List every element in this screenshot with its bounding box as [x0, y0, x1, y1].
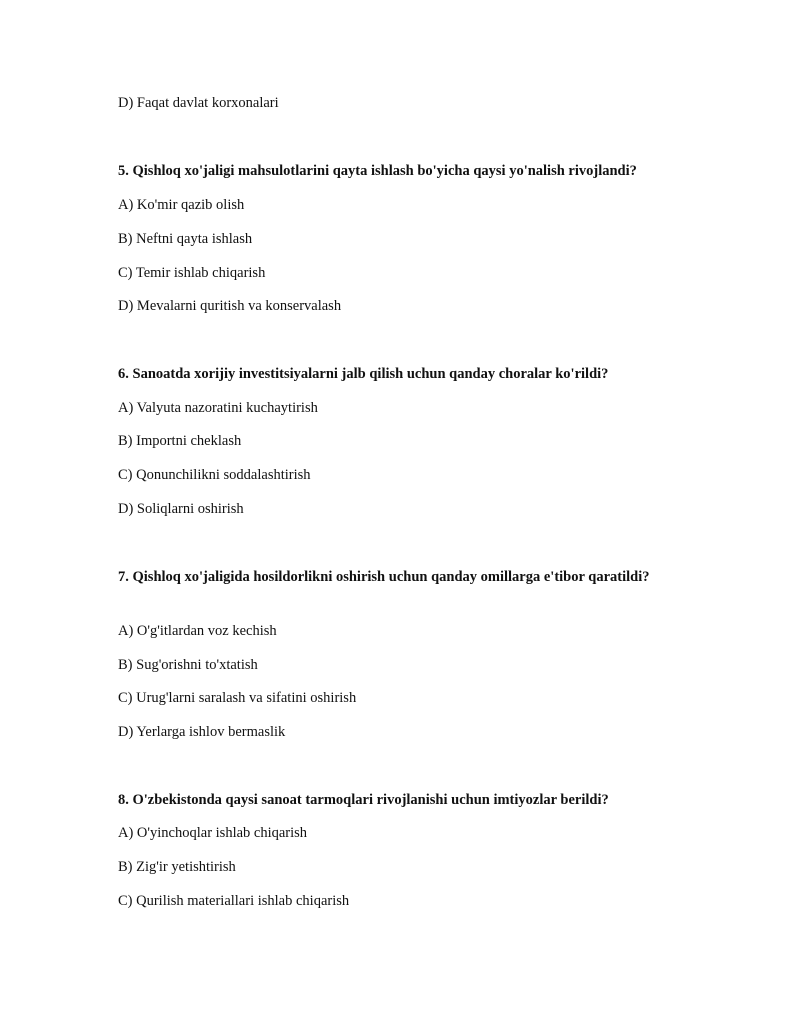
question-6-option-d: D) Soliqlarni oshirish: [118, 501, 244, 517]
question-7-option-b: B) Sug'orishni to'xtatish: [118, 657, 258, 673]
question-6-option-a: A) Valyuta nazoratini kuchaytirish: [118, 400, 318, 416]
option-d-previous: D) Faqat davlat korxonalari: [118, 95, 279, 111]
question-5-option-a: A) Ko'mir qazib olish: [118, 197, 245, 213]
question-7-option-c: C) Urug'larni saralash va sifatini oshirish: [118, 690, 357, 706]
question-8-option-a: A) O'yinchoqlar ishlab chiqarish: [118, 825, 308, 841]
question-5-option-b: B) Neftni qayta ishlash: [118, 231, 253, 247]
question-8: 8. O'zbekistonda qaysi sanoat tarmoqlari rivojlanishi uchun imtiyozlar berildi?: [118, 792, 609, 808]
question-8-option-c: C) Qurilish materiallari ishlab chiqarish: [118, 893, 350, 909]
question-7: 7. Qishloq xo'jaligida hosildorlikni oshirish uchun qanday omillarga e'tibor qaratildi?: [118, 569, 650, 585]
question-6-option-b: B) Importni cheklash: [118, 433, 242, 449]
question-7-option-a: A) O'g'itlardan voz kechish: [118, 623, 277, 639]
question-7-option-d: D) Yerlarga ishlov bermaslik: [118, 724, 286, 740]
question-6: 6. Sanoatda xorijiy investitsiyalarni jalb qilish uchun qanday choralar ko'rildi?: [118, 366, 609, 382]
question-5-option-c: C) Temir ishlab chiqarish: [118, 265, 266, 281]
question-8-option-b: B) Zig'ir yetishtirish: [118, 859, 236, 875]
question-5: 5. Qishloq xo'jaligi mahsulotlarini qayta ishlash bo'yicha qaysi yo'nalish rivojlandi?: [118, 163, 637, 179]
question-5-option-d: D) Mevalarni quritish va konservalash: [118, 298, 342, 314]
question-6-option-c: C) Qonunchilikni soddalashtirish: [118, 467, 311, 483]
